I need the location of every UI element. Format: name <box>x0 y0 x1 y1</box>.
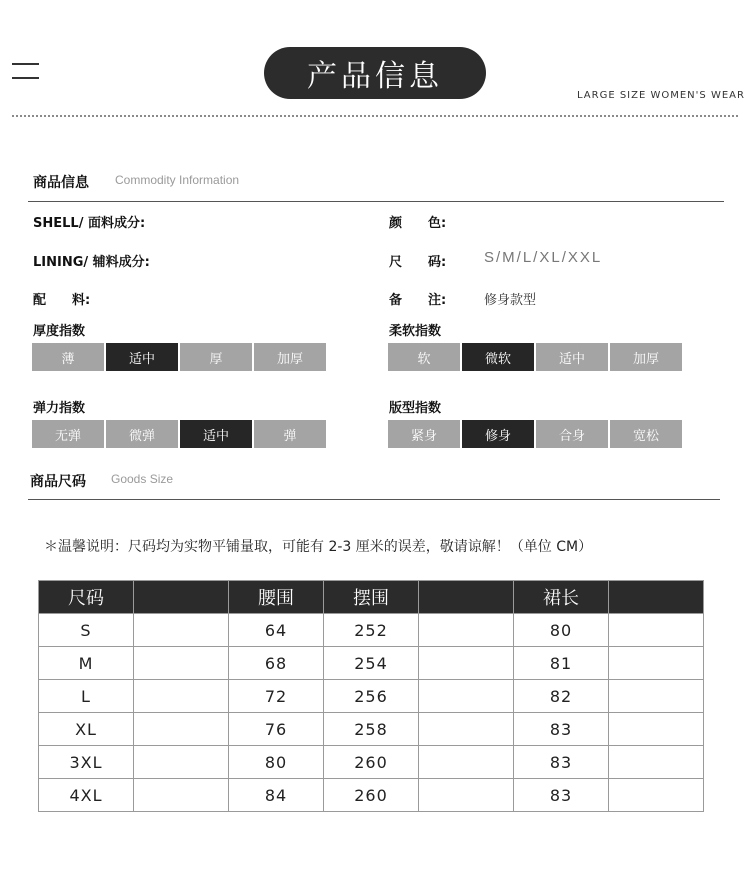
dotted-divider <box>12 115 738 117</box>
table-cell: 83 <box>514 779 609 812</box>
commodity-section-subtitle: Commodity Information <box>115 173 240 187</box>
fit-option: 合身 <box>536 420 608 448</box>
size-value: S/M/L/XL/XXL <box>484 249 603 266</box>
elasticity-option: 适中 <box>180 420 252 448</box>
table-cell: 68 <box>229 647 324 680</box>
table-cell <box>134 680 229 713</box>
goods-size-title: 商品尺码 <box>30 474 86 490</box>
brand-subtitle: LARGE SIZE WOMEN'S WEAR <box>577 90 745 101</box>
fit-option: 修身 <box>462 420 534 448</box>
table-cell: 3XL <box>39 746 134 779</box>
commodity-section-title: 商品信息 <box>33 175 89 191</box>
table-header-row <box>39 581 704 614</box>
elasticity-option: 无弹 <box>32 420 104 448</box>
menu-icon[interactable] <box>12 63 39 81</box>
softness-option: 微软 <box>462 343 534 371</box>
goods-size-subtitle: Goods Size <box>111 472 174 486</box>
table-cell: 4XL <box>39 779 134 812</box>
table-header-cell: 裙长 <box>514 581 609 614</box>
table-row <box>39 680 704 713</box>
table-cell: 80 <box>229 746 324 779</box>
table-row <box>39 713 704 746</box>
table-cell: S <box>39 614 134 647</box>
table-cell <box>609 779 704 812</box>
softness-title: 柔软指数 <box>389 324 442 339</box>
table-cell <box>134 779 229 812</box>
table-cell <box>134 647 229 680</box>
table-header-cell: 尺码 <box>39 581 134 614</box>
table-cell: 82 <box>514 680 609 713</box>
table-cell <box>419 746 514 779</box>
softness-option: 适中 <box>536 343 608 371</box>
table-cell <box>134 713 229 746</box>
table-cell: 256 <box>324 680 419 713</box>
table-row <box>39 614 704 647</box>
table-cell: 252 <box>324 614 419 647</box>
elasticity-title: 弹力指数 <box>33 401 86 416</box>
table-row <box>39 779 704 812</box>
fit-scale <box>388 420 682 448</box>
color-label: 颜 色: <box>389 216 447 231</box>
fit-title: 版型指数 <box>389 401 442 416</box>
measurement-note: ＊温馨说明：尺码均为实物平铺量取，可能有 2-3 厘米的误差，敬请谅解！（单位 CM） <box>44 539 593 555</box>
table-cell <box>609 647 704 680</box>
table-header-cell: 腰围 <box>229 581 324 614</box>
table-cell: 83 <box>514 746 609 779</box>
table-cell <box>419 713 514 746</box>
table-cell <box>134 746 229 779</box>
table-cell <box>609 680 704 713</box>
accessory-label: 配 料: <box>33 293 91 308</box>
thickness-option: 加厚 <box>254 343 326 371</box>
table-cell: M <box>39 647 134 680</box>
table-cell: 80 <box>514 614 609 647</box>
fit-option: 紧身 <box>388 420 460 448</box>
table-header-cell: 摆围 <box>324 581 419 614</box>
table-cell <box>609 713 704 746</box>
table-cell: 72 <box>229 680 324 713</box>
table-cell <box>134 614 229 647</box>
table-cell <box>609 746 704 779</box>
size-table <box>38 580 704 812</box>
table-header-cell <box>419 581 514 614</box>
fit-option: 宽松 <box>610 420 682 448</box>
table-cell: 258 <box>324 713 419 746</box>
page-title: 产品信息 <box>264 47 486 99</box>
table-header-cell <box>609 581 704 614</box>
table-cell: 83 <box>514 713 609 746</box>
thickness-option: 适中 <box>106 343 178 371</box>
table-cell <box>419 779 514 812</box>
elasticity-scale <box>32 420 326 448</box>
softness-scale <box>388 343 682 371</box>
thickness-scale <box>32 343 326 371</box>
goods-size-divider <box>28 499 720 500</box>
elasticity-option: 弹 <box>254 420 326 448</box>
thickness-title: 厚度指数 <box>33 324 86 339</box>
table-cell: XL <box>39 713 134 746</box>
table-cell <box>419 680 514 713</box>
table-cell: 81 <box>514 647 609 680</box>
table-cell: 76 <box>229 713 324 746</box>
softness-option: 加厚 <box>610 343 682 371</box>
table-cell: 84 <box>229 779 324 812</box>
table-cell <box>419 647 514 680</box>
size-label: 尺 码: <box>389 255 447 270</box>
table-cell: 64 <box>229 614 324 647</box>
table-header-cell <box>134 581 229 614</box>
elasticity-option: 微弹 <box>106 420 178 448</box>
table-row <box>39 746 704 779</box>
thickness-option: 厚 <box>180 343 252 371</box>
remark-value: 修身款型 <box>484 293 537 308</box>
table-cell: 254 <box>324 647 419 680</box>
remark-label: 备 注: <box>389 293 447 308</box>
commodity-divider <box>28 201 724 202</box>
thickness-option: 薄 <box>32 343 104 371</box>
softness-option: 软 <box>388 343 460 371</box>
shell-label: SHELL/ 面料成分: <box>33 216 146 231</box>
table-cell: L <box>39 680 134 713</box>
table-cell: 260 <box>324 779 419 812</box>
lining-label: LINING/ 辅料成分: <box>33 255 150 270</box>
table-cell <box>609 614 704 647</box>
table-cell: 260 <box>324 746 419 779</box>
table-cell <box>419 614 514 647</box>
table-row <box>39 647 704 680</box>
